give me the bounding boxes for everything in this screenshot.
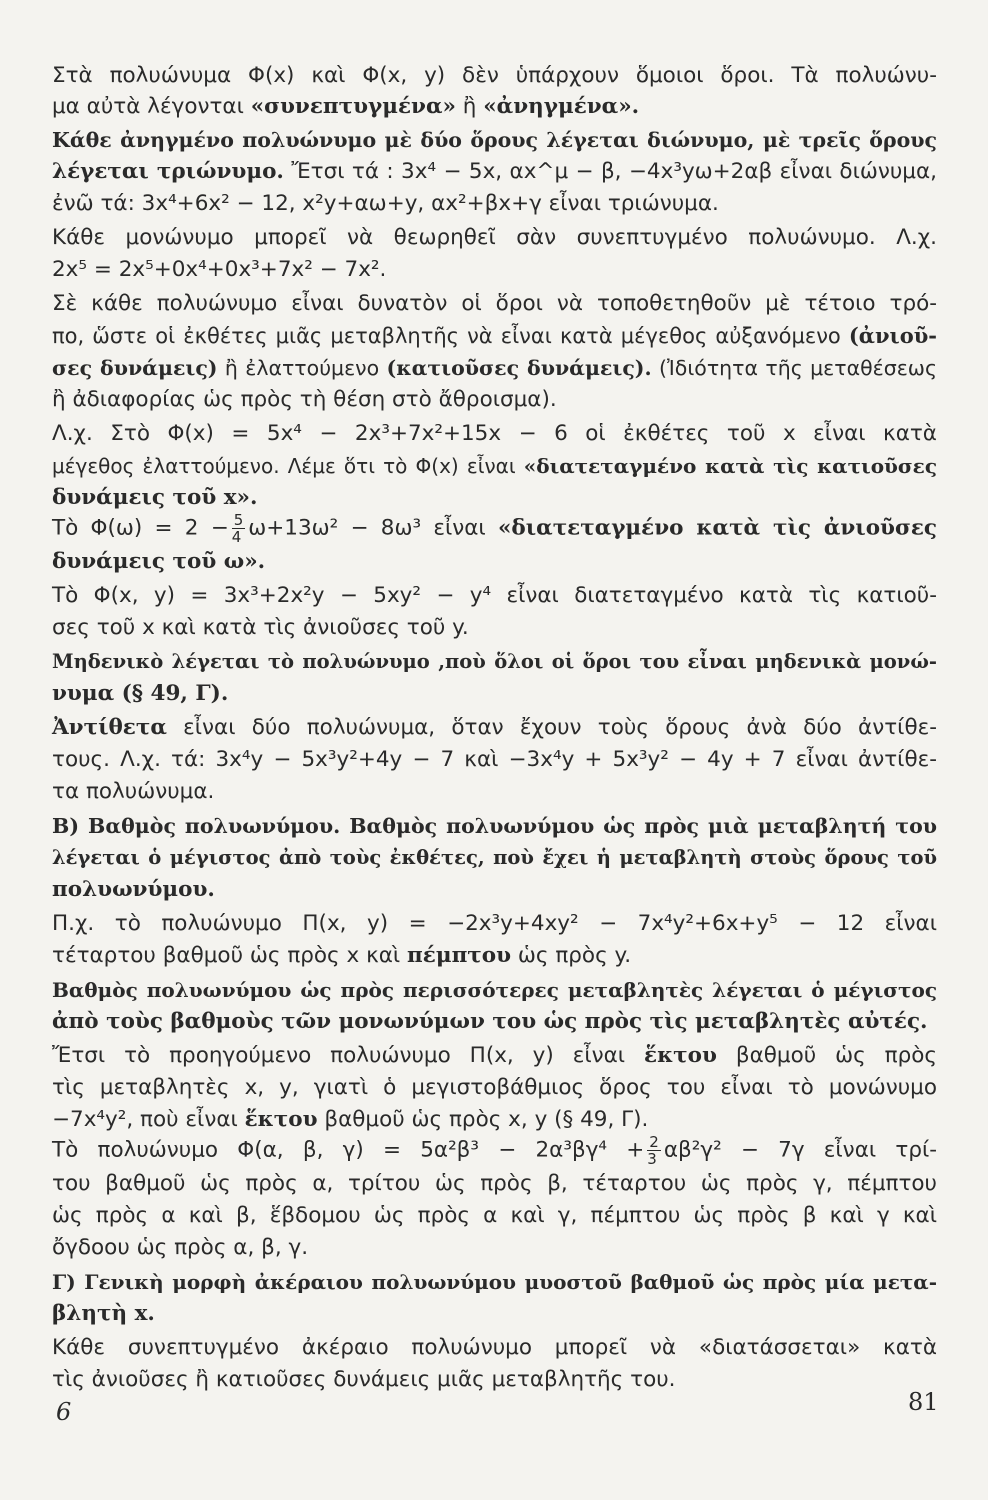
text-line: Ἔτσι τὸ προηγούμενο πολυώνυμο Π(x, y) εἶναι ἕκτου βαθμοῦ ὡς πρὸς [52, 1043, 937, 1068]
text-line: λέγεται ὁ μέγιστος ἀπὸ τοὺς ἐκθέτες, ποὺ ἔχει ἡ μεταβλητὴ στοὺς ὅρους τοῦ [52, 846, 937, 869]
text-line: πο, ὥστε οἱ ἐκθέτες μιᾶς μεταβλητῆς νὰ εἶναι κατὰ μέγεθος αὐξανόμενο (ἀνιοῦ- [52, 323, 937, 348]
text-line: ὄγδοου ὡς πρὸς α, β, γ. [52, 1235, 309, 1260]
text-line: ἢ ἀδιαφορίας ὡς πρὸς τὴ θέση στὸ ἄθροισμα). [52, 387, 557, 412]
text-line: βλητὴ x. [52, 1301, 155, 1326]
text-line: τα πολυώνυμα. [52, 779, 215, 804]
text-line: τους. Λ.χ. τά: 3x⁴y − 5x³y²+4y − 7 καὶ −3x⁴y + 5x³y² − 4y + 7 εἶναι ἀντίθε- [52, 747, 937, 772]
text-line: λέγεται τριώνυμο. Ἔτσι τά : 3x⁴ − 5x, αx^μ − β, −4x³yω+2αβ εἶναι διώνυμα, [52, 159, 937, 184]
fraction: $\frac{2}{3}$ [647, 1133, 659, 1168]
text-line: Κάθε μονώνυμο μπορεῖ νὰ θεωρηθεῖ σὰν συνεπτυγμένο πολυώνυμο. Λ.χ. [52, 225, 937, 250]
page-number: 81 [908, 1388, 939, 1416]
text-line: τέταρτου βαθμοῦ ὡς πρὸς x καὶ πέμπτου ὡς πρὸς y. [52, 943, 632, 968]
text-line: ὡς πρὸς α καὶ β, ἕβδομου ὡς πρὸς α καὶ γ, πέμπτου ὡς πρὸς β καὶ γ καὶ [52, 1203, 937, 1228]
text-line: σες τοῦ x καὶ κατὰ τὶς ἀνιοῦσες τοῦ y. [52, 615, 469, 640]
signature-mark: 6 [56, 1398, 72, 1426]
text-line: του βαθμοῦ ὡς πρὸς α, τρίτου ὡς πρὸς β, τέταρτου ὡς πρὸς γ, πέμπτου [52, 1171, 937, 1196]
text-line: τὶς μεταβλητὲς x, y, γιατὶ ὁ μεγιστοβάθμιος ὅρος του εἶναι τὸ μονώνυμο [52, 1075, 937, 1100]
text-line: δυνάμεις τοῦ ω». [52, 549, 266, 574]
text-line: Μηδενικὸ λέγεται τὸ πολυώνυμο ,ποὺ ὅλοι οἱ ὅροι του εἶναι μηδενικὰ μονώ- [52, 650, 937, 673]
text-line: μα αὐτὰ λέγονται «συνεπτυγμένα» ἢ «ἀνηγμένα». [52, 94, 640, 119]
text-line: Στὰ πολυώνυμα Φ(x) καὶ Φ(x, y) δὲν ὑπάρχουν ὅμοιοι ὅροι. Τὰ πολυώνυ- [52, 63, 937, 88]
text-line: ἐνῶ τά: 3x⁴+6x² − 12, x²y+αω+y, αx²+βx+γ εἶναι τριώνυμα. [52, 191, 719, 216]
text-line: Κάθε ἀνηγμένο πολυώνυμο μὲ δύο ὅρους λέγεται διώνυμο, μὲ τρεῖς ὅρους [52, 128, 937, 152]
text-line: νυμα (§ 49, Γ). [52, 681, 229, 706]
text-line: Τὸ πολυώνυμο Φ(α, β, γ) = 5α²β³ − 2α³βγ⁴ + $\frac{2}{3}$ αβ²γ² − 7γ εἶναι τρί- [52, 1133, 937, 1168]
text-line: σες δυνάμεις) ἢ ἐλαττούμενο (κατιοῦσες δυνάμεις). (Ἰδιότητα τῆς μεταθέσεως [52, 356, 937, 380]
text-line: −7x⁴y², ποὺ εἶναι ἕκτου βαθμοῦ ὡς πρὸς x, y (§ 49, Γ). [52, 1107, 649, 1132]
text-line: 2x⁵ = 2x⁵+0x⁴+0x³+7x² − 7x². [52, 257, 387, 282]
text-line: Λ.χ. Στὸ Φ(x) = 5x⁴ − 2x³+7x²+15x − 6 οἱ ἐκθέτες τοῦ x εἶναι κατὰ [52, 421, 937, 446]
text-line: Τὸ Φ(x, y) = 3x³+2x²y − 5xy² − y⁴ εἶναι διατεταγμένο κατὰ τὶς κατιοῦ- [52, 583, 937, 608]
text-line: Β) Βαθμὸς πολυωνύμου. Βαθμὸς πολυωνύμου ὡς πρὸς μιὰ μεταβλητή του [52, 814, 937, 838]
text-line: Π.χ. τὸ πολυώνυμο Π(x, y) = −2x³y+4xy² − 7x⁴y²+6x+y⁵ − 12 εἶναι [52, 911, 937, 936]
text-line: Σὲ κάθε πολυώνυμο εἶναι δυνατὸν οἱ ὅροι νὰ τοποθετηθοῦν μὲ τέτοιο τρό- [52, 291, 937, 316]
text-line: ἀπὸ τοὺς βαθμοὺς τῶν μονωνύμων του ὡς πρὸς τὶς μεταβλητὲς αὐτές. [52, 1009, 928, 1034]
text-line: δυνάμεις τοῦ x». [52, 485, 258, 510]
text-line: μέγεθος ἐλαττούμενο. Λέμε ὅτι τὸ Φ(x) εἶναι «διατεταγμένο κατὰ τὶς κατιοῦσες [52, 454, 937, 478]
text-line: Γ) Γενικὴ μορφὴ ἀκέραιου πολυωνύμου μυοστοῦ βαθμοῦ ὡς πρὸς μία μετα- [52, 1270, 937, 1294]
fraction: $\frac{5}{4}$ [231, 511, 244, 546]
text-line: τὶς ἀνιοῦσες ἢ κατιοῦσες δυνάμεις μιᾶς μεταβλητῆς του. [52, 1367, 676, 1392]
text-line: Βαθμὸς πολυωνύμου ὡς πρὸς περισσότερες μεταβλητὲς λέγεται ὁ μέγιστος [52, 978, 937, 1002]
text-line: Ἀντίθετα εἶναι δύο πολυώνυμα, ὅταν ἔχουν τοὺς ὅρους ἀνὰ δύο ἀντίθε- [52, 715, 937, 740]
text-line: Κάθε συνεπτυγμένο ἀκέραιο πολυώνυμο μπορεῖ νὰ «διατάσσεται» κατὰ [52, 1335, 937, 1360]
text-line: πολυωνύμου. [52, 877, 215, 902]
text-line: Τὸ Φ(ω) = 2 − $\frac{5}{4}$ ω+13ω² − 8ω³ εἶναι «διατεταγμένο κατὰ τὶς ἀνιοῦσες [52, 511, 937, 546]
